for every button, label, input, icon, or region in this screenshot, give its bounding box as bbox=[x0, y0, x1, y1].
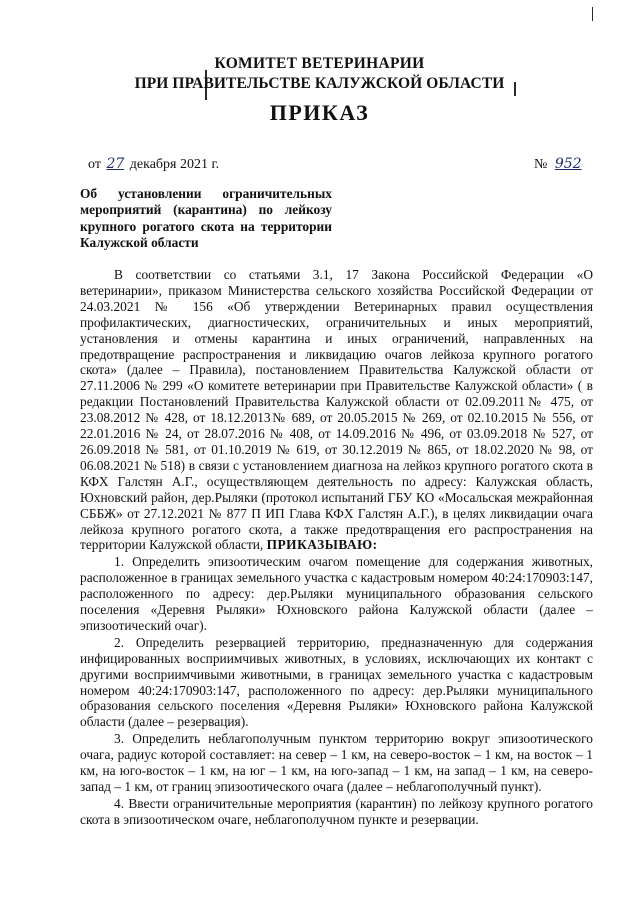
order-subject: Об установлении ограничительных мероприятий (карантина) по лейкозу крупного рогатого скота на территории Калужской области bbox=[80, 186, 332, 251]
number-value-handwritten: 952 bbox=[554, 156, 582, 172]
organization-name-line1: КОМИТЕТ ВЕТЕРИНАРИИ bbox=[214, 55, 425, 72]
organization-name-line2: ПРИ ПРАВИТЕЛЬСТВЕ КАЛУЖСКОЙ ОБЛАСТИ bbox=[134, 75, 505, 92]
order-item-4: 4. Ввести ограничительные мероприятия (карантин) по лейкозу крупного рогатого скота в эпизоотическом очаге, неблагополучном пункте и резервации. bbox=[80, 795, 593, 827]
date-month-year: декабря 2021 г. bbox=[129, 157, 220, 172]
order-directive-word: ПРИКАЗЫВАЮ: bbox=[266, 537, 378, 553]
order-body bbox=[80, 267, 593, 828]
date-prefix: от bbox=[88, 157, 101, 172]
order-item-3: 3. Определить неблагополучным пунктом территорию вокруг эпизоотического очага, радиус которой составляет: на север – 1 км, на северо-восток – 1 км, на восток – 1 км, на юго-восток – 1 км, на юг – 1 км, на юго-запад – 1 км, на запад – 1 км, на северо-запад – 1 км, от границ эпизоотического очага (далее – неблагополучный пункт). bbox=[80, 731, 593, 794]
order-item-1: 1. Определить эпизоотическим очагом помещение для содержания животных, расположенное в границах земельного участка с кадастровым номером 40:24:170903:147, расположенного по адресу: дер.Рыляки муниципального образования сельского поселения «Деревня Рыляки» Юхновского района Калужской области (далее – эпизоотический очаг). bbox=[80, 554, 593, 633]
document-number bbox=[534, 156, 582, 173]
preamble-paragraph bbox=[80, 267, 593, 553]
number-prefix: № bbox=[534, 157, 548, 172]
document-type-title: ПРИКАЗ bbox=[269, 100, 370, 125]
preamble-text: В соответствии со статьями 3.1, 17 Закона Российской Федерации «О ветеринарии», приказом Министерства сельского хозяйства Российской Федерации от 24.03.2021 № 156 «Об утверждении Ветеринарных правил осуществления профилактических, диагностических, ограничительных и иных мероприятий, установления и отмены карантина и иных ограничений, направленных на предотвращение распространения и ликвидацию очагов лейкоза крупного рогатого скота» (далее – Правила), постановлением Правительства Калужской области от 27.11.2006 № 299 «О комитете ветеринарии при Правительстве Калужской области» ( в редакции Постановлений Правительства Калужской области от 02.09.2011№ 475, от 23.08.2012 № 428, от 18.12.2013№ 689, от 20.05.2015 № 269, от 02.10.2015 № 556, от 22.01.2016 № 24, от 28.07.2016 № 408, от 14.09.2016 № 496, от 03.09.2018 № 527, от 26.09.2018 № 581, от 01.10.2019 № 619, от 30.12.2019 № 865, от 18.02.2020 № 98, от 06.08.2021 № 518) в связи с установлением диагноза на лейкоз крупного рогатого скота в КФХ Галстян А.Г., осуществляющем деятельность по адресу: Калужская область, Юхновский район, дер.Рыляки (протокол испытаний ГБУ КО «Мосальская межрайонная СББЖ» от 27.12.2021 № 877 П ИП Глава КФХ Галстян А.Г.), в целях ликвидации очага лейкоза крупного рогатого скота, а также предотвращения его распространения на территории Калужской области, bbox=[80, 267, 593, 553]
order-item-2: 2. Определить резервацией территорию, предназначенную для содержания инфицированных восприимчивых животных, в условиях, исключающих их контакт с другими восприимчивыми животными, в границах земельного участка с кадастровым номером 40:24:170903:147, расположенного по адресу: дер.Рыляки муниципального образования сельского поселения «Деревня Рыляки» Юхновского района Калужской области (далее – резервация). bbox=[80, 634, 593, 730]
document-date bbox=[88, 156, 219, 173]
date-day-handwritten: 27 bbox=[106, 156, 125, 172]
scan-fold-mark bbox=[592, 7, 593, 21]
